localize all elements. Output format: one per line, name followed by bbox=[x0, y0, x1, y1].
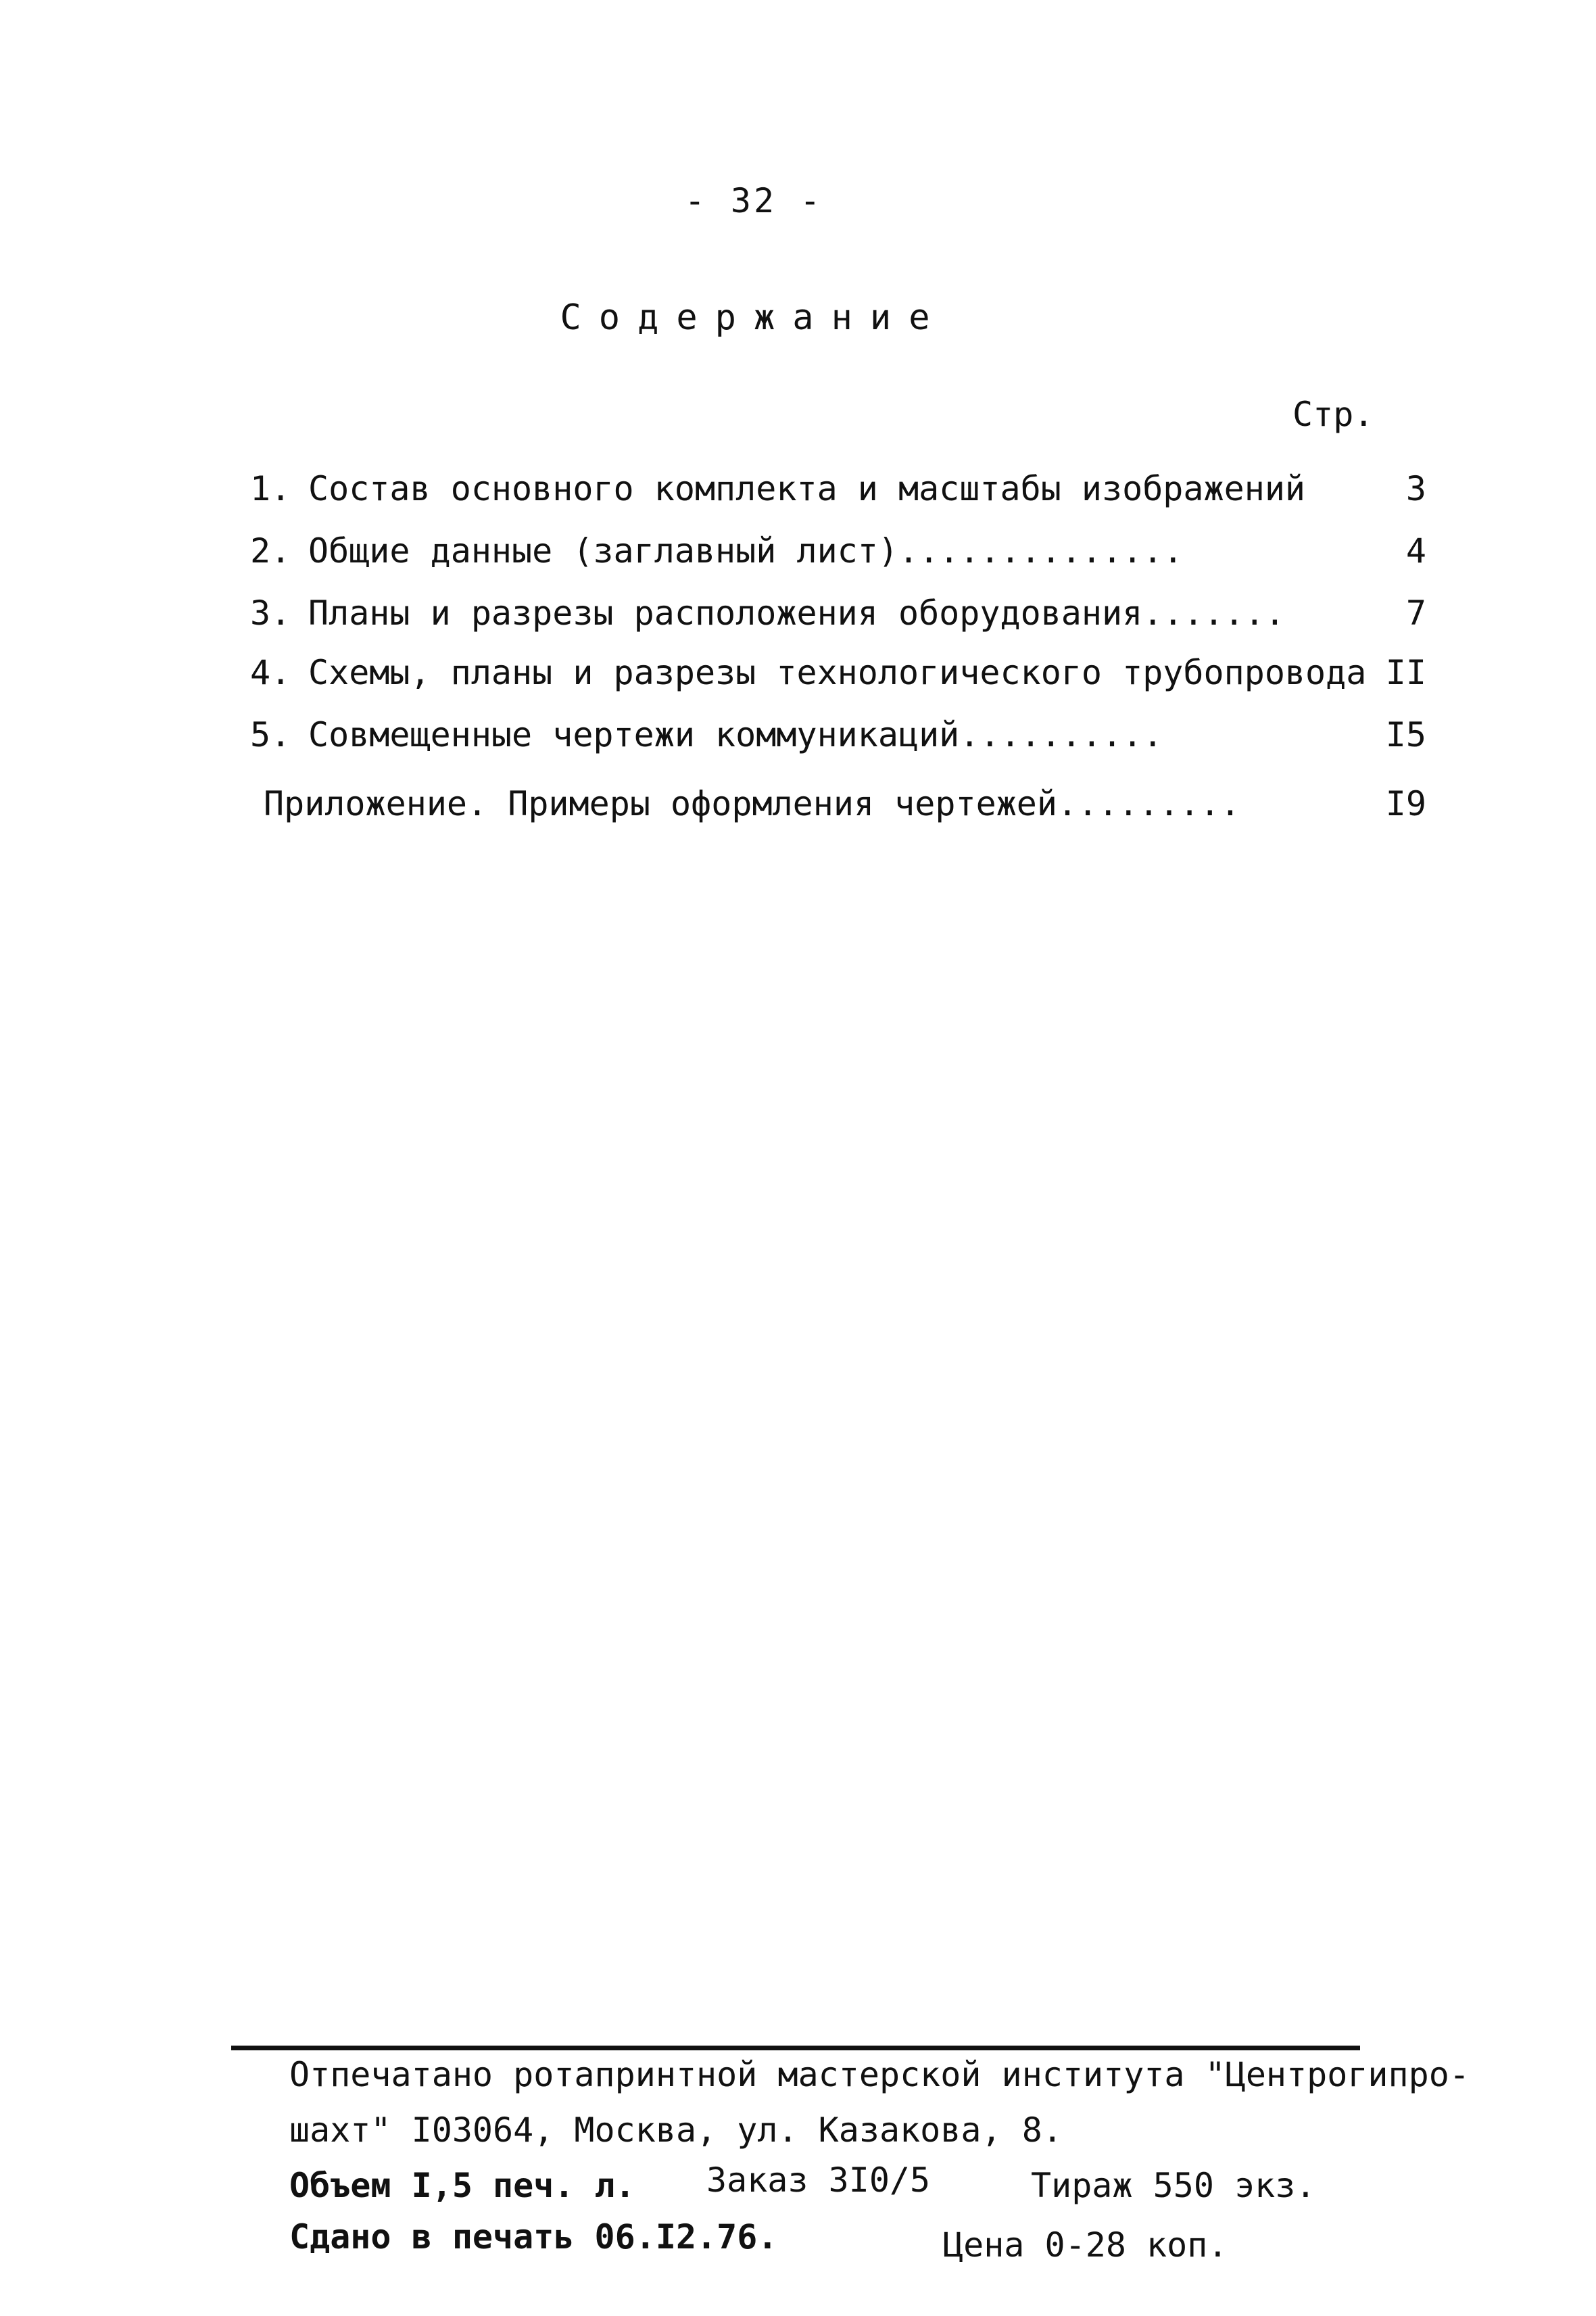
imprint-order: Заказ 3I0/5 bbox=[706, 2161, 931, 2200]
imprint-submitted: Сдано в печать 06.I2.76. bbox=[289, 2217, 778, 2257]
contents-item-page: 3 bbox=[1405, 469, 1426, 508]
contents-item bbox=[250, 653, 1426, 700]
contents-item-page: 7 bbox=[1405, 594, 1426, 633]
contents-item-page: II bbox=[1385, 653, 1426, 692]
contents-appendix bbox=[264, 784, 1426, 831]
contents-item bbox=[250, 469, 1426, 516]
contents-item-text: Планы и разрезы расположения оборудования....... bbox=[308, 594, 1285, 633]
contents-item-text: Схемы, планы и разрезы технологического трубопровода bbox=[308, 653, 1367, 692]
contents-item bbox=[250, 594, 1426, 641]
imprint-line-2: шахт" I03064, Москва, ул. Казакова, 8. bbox=[289, 2110, 1063, 2150]
contents-item-page: 4 bbox=[1405, 531, 1426, 571]
page-number: - 32 - bbox=[684, 181, 823, 220]
imprint-volume: Объем I,5 печ. л. bbox=[289, 2166, 635, 2205]
contents-title: Содержание bbox=[560, 297, 948, 338]
contents-item-number: 1. bbox=[250, 469, 291, 508]
contents-item-number: 5. bbox=[250, 715, 291, 754]
contents-item bbox=[250, 531, 1426, 579]
contents-item-page: I5 bbox=[1385, 715, 1426, 754]
contents-item-text: Совмещенные чертежи коммуникаций.......... bbox=[308, 715, 1163, 754]
contents-item-text: Общие данные (заглавный лист).............. bbox=[308, 531, 1184, 571]
contents-item-number: 2. bbox=[250, 531, 291, 571]
imprint-line-1: Отпечатано ротапринтной мастерской института "Центрогипро- bbox=[289, 2055, 1470, 2094]
contents-appendix-text: Приложение. Примеры оформления чертежей......... bbox=[264, 784, 1240, 823]
contents-appendix-page: I9 bbox=[1385, 784, 1426, 823]
contents-item-number: 4. bbox=[250, 653, 291, 692]
imprint-price: Цена 0-28 коп. bbox=[943, 2225, 1228, 2265]
contents-item-number: 3. bbox=[250, 594, 291, 633]
imprint-divider bbox=[231, 2046, 1360, 2050]
contents-item bbox=[250, 715, 1426, 763]
contents-item-text: Состав основного комплекта и масштабы изображений bbox=[308, 469, 1306, 508]
imprint-circulation: Тираж 550 экз. bbox=[1031, 2166, 1316, 2205]
page-column-label: Стр. bbox=[1292, 395, 1374, 434]
